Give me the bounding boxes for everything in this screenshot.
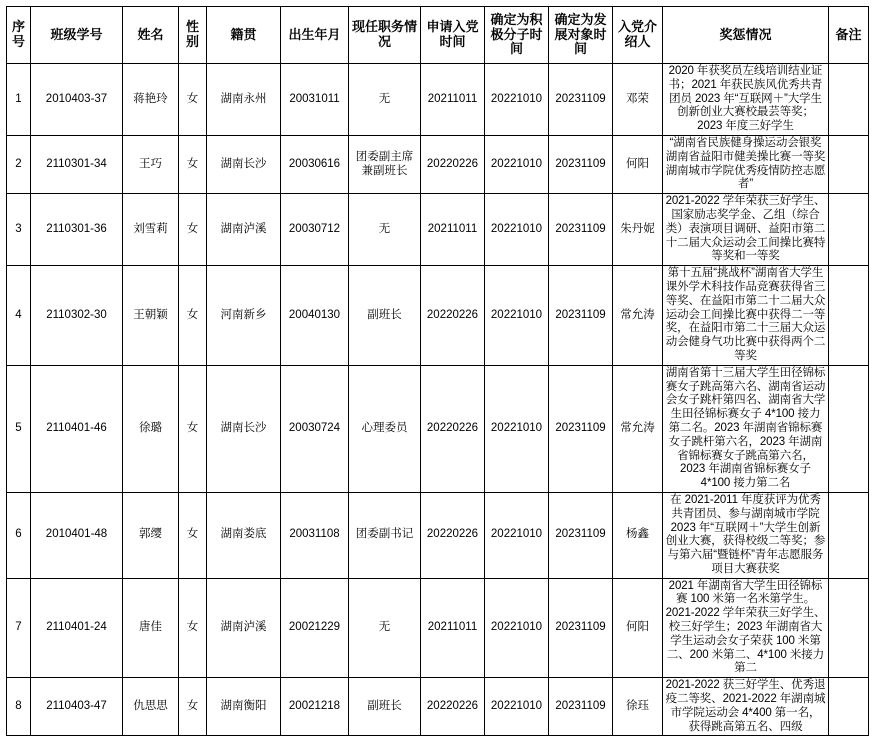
cell-native-place: 湖南泸溪	[207, 194, 281, 266]
cell-apply-time: 20220226	[421, 678, 485, 736]
cell-birth-date: 20031108	[281, 492, 349, 578]
cell-current-duty: 副班长	[349, 266, 421, 366]
cell-current-duty: 团委副书记	[349, 492, 421, 578]
cell-native-place: 湖南泸溪	[207, 578, 281, 678]
cell-apply-time: 20211011	[421, 578, 485, 678]
header-awards: 奖惩情况	[663, 7, 829, 64]
cell-native-place: 湖南娄底	[207, 492, 281, 578]
cell-current-duty: 无	[349, 578, 421, 678]
cell-native-place: 湖南衡阳	[207, 678, 281, 736]
header-birth-date: 出生年月	[281, 7, 349, 64]
cell-current-duty: 无	[349, 64, 421, 136]
table-header-row	[7, 7, 869, 64]
cell-seq: 2	[7, 135, 31, 193]
cell-development-time: 20231109	[549, 678, 613, 736]
header-development-time: 确定为发展对象时间	[549, 7, 613, 64]
cell-native-place: 河南新乡	[207, 266, 281, 366]
header-seq: 序号	[7, 7, 31, 64]
cell-native-place: 湖南长沙	[207, 365, 281, 492]
cell-birth-date: 20031011	[281, 64, 349, 136]
cell-native-place: 湖南永州	[207, 64, 281, 136]
cell-sex: 女	[179, 135, 207, 193]
cell-remark	[829, 578, 869, 678]
cell-seq: 4	[7, 266, 31, 366]
header-sex: 性别	[179, 7, 207, 64]
cell-activist-time: 20221010	[485, 678, 549, 736]
cell-awards: 在 2021-2011 年度获评为优秀共青团员、参与湖南城市学院 2023 年“互联网＋”大学生创新创业大赛，获得校级二等奖；参与第六届“暨链杯”青年志愿服务项目大赛获奖	[663, 492, 829, 578]
cell-student-id: 2110301-36	[31, 194, 123, 266]
header-current-duty: 现任职务情况	[349, 7, 421, 64]
cell-birth-date: 20030712	[281, 194, 349, 266]
cell-sex: 女	[179, 266, 207, 366]
cell-activist-time: 20221010	[485, 135, 549, 193]
cell-seq: 5	[7, 365, 31, 492]
cell-sex: 女	[179, 492, 207, 578]
cell-current-duty: 无	[349, 194, 421, 266]
cell-current-duty: 心理委员	[349, 365, 421, 492]
table-row	[7, 365, 869, 492]
table-row	[7, 678, 869, 736]
cell-seq: 8	[7, 678, 31, 736]
cell-birth-date: 20021218	[281, 678, 349, 736]
cell-development-time: 20231109	[549, 492, 613, 578]
cell-introducer: 何阳	[613, 135, 663, 193]
header-name: 姓名	[123, 7, 179, 64]
cell-activist-time: 20221010	[485, 64, 549, 136]
cell-activist-time: 20221010	[485, 578, 549, 678]
cell-apply-time: 20211011	[421, 64, 485, 136]
cell-introducer: 邓荣	[613, 64, 663, 136]
cell-activist-time: 20221010	[485, 194, 549, 266]
cell-name: 唐佳	[123, 578, 179, 678]
cell-apply-time: 20220226	[421, 266, 485, 366]
cell-introducer: 徐珏	[613, 678, 663, 736]
cell-remark	[829, 64, 869, 136]
document-page	[0, 6, 876, 733]
cell-development-time: 20231109	[549, 365, 613, 492]
table-row	[7, 578, 869, 678]
cell-student-id: 2110401-46	[31, 365, 123, 492]
cell-name: 仇思思	[123, 678, 179, 736]
table-row	[7, 135, 869, 193]
cell-birth-date: 20030724	[281, 365, 349, 492]
cell-name: 徐璐	[123, 365, 179, 492]
cell-student-id: 2110403-47	[31, 678, 123, 736]
header-apply-time: 申请入党时间	[421, 7, 485, 64]
cell-name: 蒋艳玲	[123, 64, 179, 136]
cell-awards: 2021 年湖南省大学生田径锦标赛 100 米第一名米第学生。2021-2022 学年荣获三好学生、校三好学生；2023 年湖南省大学生运动会女子荣获 100 米第二、200 米第二、4*100 米接力第二	[663, 578, 829, 678]
cell-apply-time: 20220226	[421, 135, 485, 193]
cell-name: 王巧	[123, 135, 179, 193]
cell-introducer: 常允涛	[613, 266, 663, 366]
header-remark: 备注	[829, 7, 869, 64]
cell-native-place: 湖南长沙	[207, 135, 281, 193]
cell-student-id: 2110401-24	[31, 578, 123, 678]
cell-development-time: 20231109	[549, 578, 613, 678]
cell-name: 王朝颖	[123, 266, 179, 366]
cell-apply-time: 20220226	[421, 365, 485, 492]
cell-development-time: 20231109	[549, 266, 613, 366]
cell-student-id: 2110301-34	[31, 135, 123, 193]
cell-awards: 第十五届“挑战杯”湖南省大学生课外学术科技作品竞赛获得省三等奖、在益阳市第二十二届大众运动会工间操比赛中获得二一等奖，在益阳市第二十三届大众运动会健身气功比赛中获得两个二等奖	[663, 266, 829, 366]
header-activist-time: 确定为积极分子时间	[485, 7, 549, 64]
cell-seq: 1	[7, 64, 31, 136]
table-row	[7, 64, 869, 136]
cell-name: 刘雪莉	[123, 194, 179, 266]
cell-remark	[829, 365, 869, 492]
table-row	[7, 492, 869, 578]
cell-awards: 2021-2022 学年荣获三好学生、国家励志奖学金、乙组（综合类）表演项目调研、益阳市第二十二届大众运动会工间操比赛特等奖和一等奖	[663, 194, 829, 266]
cell-development-time: 20231109	[549, 64, 613, 136]
cell-awards: “湖南省民族健身操运动会银奖湖南省益阳市健美操比赛一等奖湖南城市学院优秀疫情防控志愿者”	[663, 135, 829, 193]
table-row	[7, 194, 869, 266]
cell-apply-time: 20220226	[421, 492, 485, 578]
cell-apply-time: 20211011	[421, 194, 485, 266]
party-member-registration-table	[6, 6, 869, 736]
cell-student-id: 2110302-30	[31, 266, 123, 366]
cell-remark	[829, 135, 869, 193]
header-introducer: 入党介绍人	[613, 7, 663, 64]
cell-seq: 6	[7, 492, 31, 578]
cell-sex: 女	[179, 678, 207, 736]
table-row	[7, 266, 869, 366]
cell-activist-time: 20221010	[485, 492, 549, 578]
cell-awards: 2020 年获奖员左线培训结业证书；2021 年获民族风优秀共青团员 2023 年“互联网＋”大学生创新创业大赛校最芸等奖；2023 年度三好学生	[663, 64, 829, 136]
cell-introducer: 何阳	[613, 578, 663, 678]
cell-name: 郭缨	[123, 492, 179, 578]
cell-remark	[829, 266, 869, 366]
cell-sex: 女	[179, 194, 207, 266]
cell-student-id: 2010401-48	[31, 492, 123, 578]
cell-development-time: 20231109	[549, 135, 613, 193]
cell-activist-time: 20221010	[485, 266, 549, 366]
cell-seq: 7	[7, 578, 31, 678]
cell-birth-date: 20030616	[281, 135, 349, 193]
cell-birth-date: 20040130	[281, 266, 349, 366]
cell-introducer: 杨鑫	[613, 492, 663, 578]
cell-introducer: 朱丹妮	[613, 194, 663, 266]
cell-sex: 女	[179, 578, 207, 678]
cell-development-time: 20231109	[549, 194, 613, 266]
cell-student-id: 2010403-37	[31, 64, 123, 136]
header-native-place: 籍贯	[207, 7, 281, 64]
header-student-id: 班级学号	[31, 7, 123, 64]
cell-awards: 湖南省第十三届大学生田径锦标赛女子跳高第六名、湖南省运动会女子跳杆第四名、湖南省大学生田径锦标赛女子 4*100 接力第二名。2023 年湖南省锦标赛女子跳杆第六名，2023 年湖南省锦标赛女子跳高第六名，2023 年湖南省锦标赛女子 4*100 接力第二名	[663, 365, 829, 492]
cell-current-duty: 副班长	[349, 678, 421, 736]
cell-sex: 女	[179, 365, 207, 492]
cell-birth-date: 20021229	[281, 578, 349, 678]
cell-sex: 女	[179, 64, 207, 136]
cell-current-duty: 团委副主席兼副班长	[349, 135, 421, 193]
cell-remark	[829, 194, 869, 266]
cell-introducer: 常允涛	[613, 365, 663, 492]
cell-seq: 3	[7, 194, 31, 266]
cell-remark	[829, 678, 869, 736]
cell-awards: 2021-2022 获三好学生、优秀退疫二等奖、2021-2022 年湖南城市学院运动会 4*400 第一名，获得跳高第五名、四级	[663, 678, 829, 736]
cell-activist-time: 20221010	[485, 365, 549, 492]
cell-remark	[829, 492, 869, 578]
